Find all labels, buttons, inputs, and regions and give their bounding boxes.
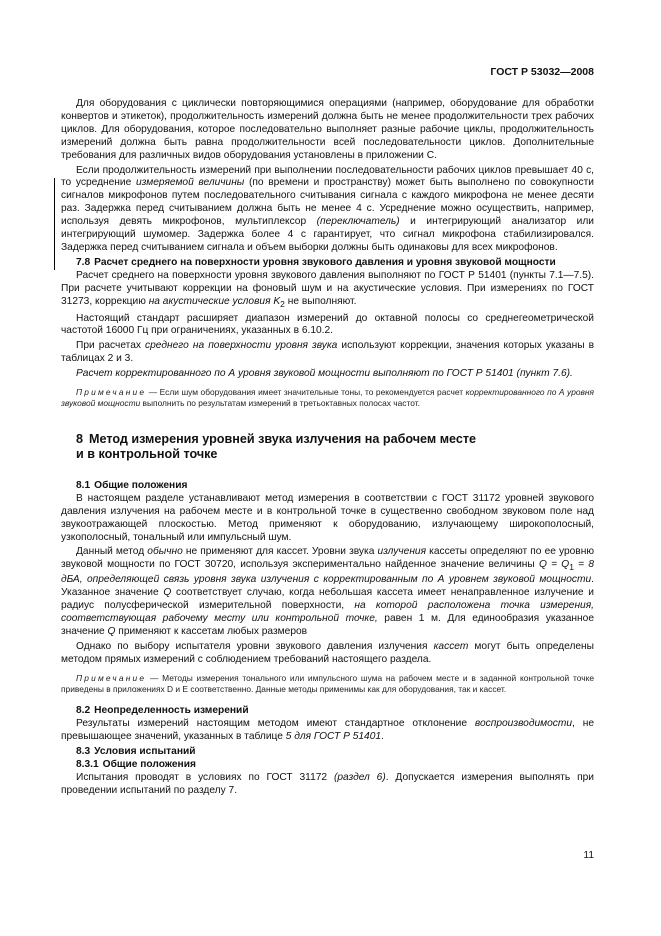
paragraph-7-8-4: Расчет корректированного по А уровня звуковой мощности выполняют по ГОСТ Р 51401 (пункт 7.6). [76,368,573,380]
paragraph-cyclic-operations: Для оборудования с циклически повторяющимися операциями (например, оборудование для обработки конвертов и этикеток), продолжительность измерений должна быть не менее продолжительности трех рабочих циклов. Для оборудования, которое последовательно выполняет разные рабочие циклы, продолжительность измерений должна быть равна продолжительности всей последовательности циклов. Дополнительные требования для различных видов оборудования установлены в приложении С. [61,98,594,161]
paragraph-8-1-3: Однако по выбору испытателя уровни звукового давления излучения кассет могут быть определены методом прямых измерений с соблюдением требований настоящего раздела. [61,640,595,665]
paragraph-7-8-3: При расчетах среднего на поверхности уровня звука используют коррекции, значения которых указаны в таблицах 2 и 3. [61,340,594,365]
paragraph-8-2-1: Результаты измерений настоящим методом имеют стандартное отклонение воспроизводимости, не превышающее значений, указанных в таблице 5 для ГОСТ Р 51401. [61,718,595,743]
note-8-1: Примечание — Методы измерения тонального или импульсного шума на рабочем месте и в заданной контрольной точке приведены в приложениях D и E соответственно. Данные методы применимы как для оборудования, так и кассет. [61,672,594,694]
document-header: ГОСТ Р 53032—2008 [490,66,594,78]
section-8-1-heading: 8.1 Общие положения [76,479,188,491]
page-content [61,98,594,798]
paragraph-8-1-2: Данный метод обычно не применяют для кассет. Уровни звука излучения кассеты определяют по ее уровню звуковой мощности по ГОСТ 30720, используя экспериментально найденное значение величины $Q = Q_1 = 8$ дБА, определяющей связь уровня звука излучения с корректированным по А уровнем звуковой мощности. Указанное значение Q соответствует случаю, когда небольшая кассета имеет ненаправленное излучение и радиус полусферической измерительной поверхности, на которой расположена точка измерения, соответствующая рабочему месту или контрольной точке, равен 1 м. Для единообразия указанное значение Q применяют к кассетам любых размеров [61,546,594,637]
revision-bar [54,178,55,270]
section-8-3-heading: 8.3 Условия испытаний [76,746,196,758]
paragraph-7-8-1: Расчет среднего на поверхности уровня звукового давления выполняют по ГОСТ Р 51401 (пункты 7.1—7.5). При расчете учитывают коррекции на фоновый шум и на акустические условия. При измерениях по ГОСТ 31273, коррекцию на акустические условия $K_2$ не выполняют. [61,269,594,309]
paragraph-averaging: Если продолжительность измерений при выполнении последовательности рабочих циклов превышает 40 с, то усреднение измеряемой величины (по времени и пространству) может быть выполнено по совокупности сигналов микрофонов путем последовательного считывания сигнала с каждого микрофона не менее десяти раз. Задержка перед считыванием должна быть не менее 4 с. Усреднение можно осуществить, например, используя девять микрофонов, мультиплексор (переключатель) и интегрирующий анализатор или интегрирующий шумомер. Задержка более 4 с гарантирует, что сигнал микрофона стабилизировался. Задержка перед считыванием сигнала и объем выборки должны быть одинаковы для всех микрофонов. [61,164,594,253]
section-8-3-1-heading: 8.3.1 Общие положения [76,759,196,771]
page-number: 11 [583,850,594,861]
note-7-8: Примечание — Если шум оборудования имеет значительные тоны, то рекомендуется расчет корректированного по А уровня звуковой мощности выполнить по результатам измерений в третьоктавных полосах частот. [61,387,594,409]
section-8-2-heading: 8.2 Неопределенность измерений [76,705,249,717]
paragraph-8-3-1: Испытания проводят в условиях по ГОСТ 31172 (раздел 6). Допускается измерения выполнять при проведении испытаний по разделу 7. [61,771,594,796]
paragraph-8-1-1: В настоящем разделе устанавливают метод измерения в соответствии с ГОСТ 31172 уровней звукового давления излучения на рабочем месте и в контрольной точке в существенно свободном звуковом поле над звукоотражающей плоскостью. Метод применяют к оборудованию, излучающему широкополосный, узкополосный, тональный или импульсный шум. [61,492,594,543]
section-8-heading: 8 Метод измерения уровней звука излучения на рабочем месте и в контрольной точке [76,431,477,461]
paragraph-7-8-2: Настоящий стандарт расширяет диапазон измерений до октавной полосы со среднегеометрической частотой 16000 Гц при ограничениях, указанных в 6.10.2. [61,312,594,337]
section-7-8-heading: 7.8 Расчет среднего на поверхности уровня звукового давления и уровня звуковой мощности [76,256,556,268]
